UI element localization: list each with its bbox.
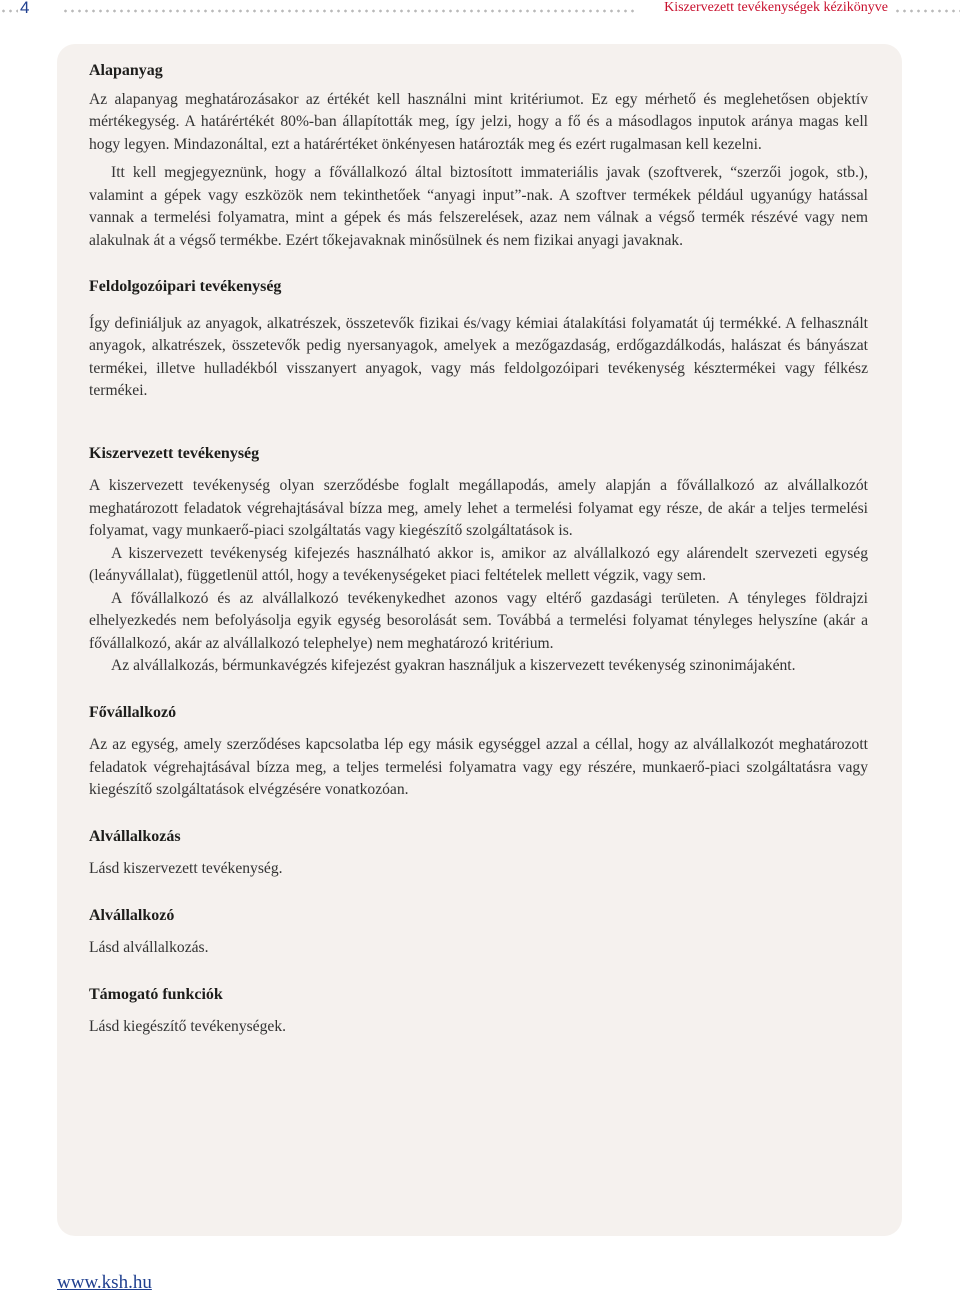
paragraph: A fővállalkozó és az alvállalkozó tevékenykedhet azonos vagy eltérő gazdasági területen. A tényleges földrajzi elhelyezkedés nem befolyásolja egyik egység besorolását sem. Továbbá a termelési folyamat tényleges helyszíne (akár a fővállalkozó, akár az alvállalkozó telephelye) nem meghatározó kritérium.	[89, 589, 868, 652]
header-dots-middle	[62, 9, 634, 13]
document-body	[89, 60, 868, 1063]
section-feldolgozoipari	[89, 276, 868, 403]
header-dots-left	[0, 9, 18, 13]
header-dots-right	[894, 9, 960, 13]
footer-website-link[interactable]: www.ksh.hu	[57, 1272, 152, 1293]
paragraph: Az alapanyag meghatározásakor az értékét kell használni mint kritériumot. Ez egy mérhető és meglehetősen objektív mértékegység. A határértékét 80%-ban állapították meg, így jelzi, hogy a fő és a másodlagos inputok aránya magas kell hogy legyen. Mindazonáltal, ezt a határértéket önkényesen határozták meg és ezért rugalmasan kell kezelni.	[89, 90, 868, 153]
section-heading: Alvállalkozó	[89, 906, 175, 924]
section-alvallalkozo	[89, 905, 868, 960]
paragraph: A kiszervezett tevékenység kifejezés használható akkor is, amikor az alvállalkozó egy alárendelt szervezeti egység (leányvállalat), függetlenül attól, hogy a tevékenységeket piaci feltételek mellett végzik, vagy sem.	[89, 544, 868, 584]
section-heading: Támogató funkciók	[89, 985, 223, 1003]
section-heading: Kiszervezett tevékenység	[89, 444, 260, 462]
section-tamogato-funkciok	[89, 984, 868, 1039]
section-heading: Feldolgozóipari tevékenység	[89, 278, 282, 295]
page-number: 4	[20, 0, 30, 17]
section-heading: Alapanyag	[89, 62, 163, 79]
section-kiszervezett	[89, 443, 868, 678]
paragraph: A kiszervezett tevékenység olyan szerződésbe foglalt megállapodás, amely alapján a fővállalkozó az alvállalkozót meghatározott feladatok végrehajtásával bízza meg, amely lehet a termelési folyamat egy része, de akár a teljes termelési folyamat, vagy munkaerő-piaci szolgáltatás vagy kiegészítő szolgáltatások is.	[89, 477, 868, 539]
paragraph: Lásd alvállalkozás.	[89, 939, 209, 956]
page-header	[0, 0, 960, 24]
section-alvallalkozas	[89, 826, 868, 881]
section-fovallalkozo	[89, 702, 868, 802]
section-heading: Fővállalkozó	[89, 703, 177, 721]
section-heading: Alvállalkozás	[89, 827, 181, 845]
header-title: Kiszervezett tevékenységek kézikönyve	[664, 0, 888, 15]
paragraph: Lásd kiszervezett tevékenység.	[89, 860, 283, 877]
paragraph: Így definiáljuk az anyagok, alkatrészek, összetevők fizikai és/vagy kémiai átalakítási folyamatát új termékké. A felhasznált anyagok, alkatrészek, összetevők pedig nyersanyagok, amelyek a mezőgazdaság, erdőgazdálkodás, halászat és bányászat termékei, illetve hulladékból visszanyert anyagok, vagy más feldolgozóipari tevékenység késztermékei vagy félkész termékei.	[89, 314, 868, 399]
paragraph: Az az egység, amely szerződéses kapcsolatba lép egy másik egységgel azzal a céllal, hogy az alvállalkozót meghatározott feladatok végrehajtásával bízza meg, a teljes termelési folyamatra vagy egy részére, munkaerő-piaci szolgáltatásra vagy kiegészítő szolgáltatások elvégzésére vonatkozóan.	[89, 736, 868, 798]
paragraph: Itt kell megjegyeznünk, hogy a fővállalkozó által biztosított immateriális javak (szoftverek, “szerzői jogok, stb.), valamint a gépek vagy eszközök nem tekinthetőek “anyagi input”-nak. A szoftver termékek például ugyanúgy hatással vannak a termelési folyamatra, mint a gépek és más felszerelések, azaz nem válnak a végső termék részévé vagy nem alakulnak át a végső termékbe. Ezért tőkejavaknak minősülnek és nem fizikai anyagi javaknak.	[89, 164, 868, 249]
paragraph: Az alvállalkozás, bérmunkavégzés kifejezést gyakran használjuk a kiszervezett tevékenység szinonimájaként.	[111, 657, 796, 674]
section-alapanyag	[89, 60, 868, 252]
paragraph: Lásd kiegészítő tevékenységek.	[89, 1018, 287, 1035]
